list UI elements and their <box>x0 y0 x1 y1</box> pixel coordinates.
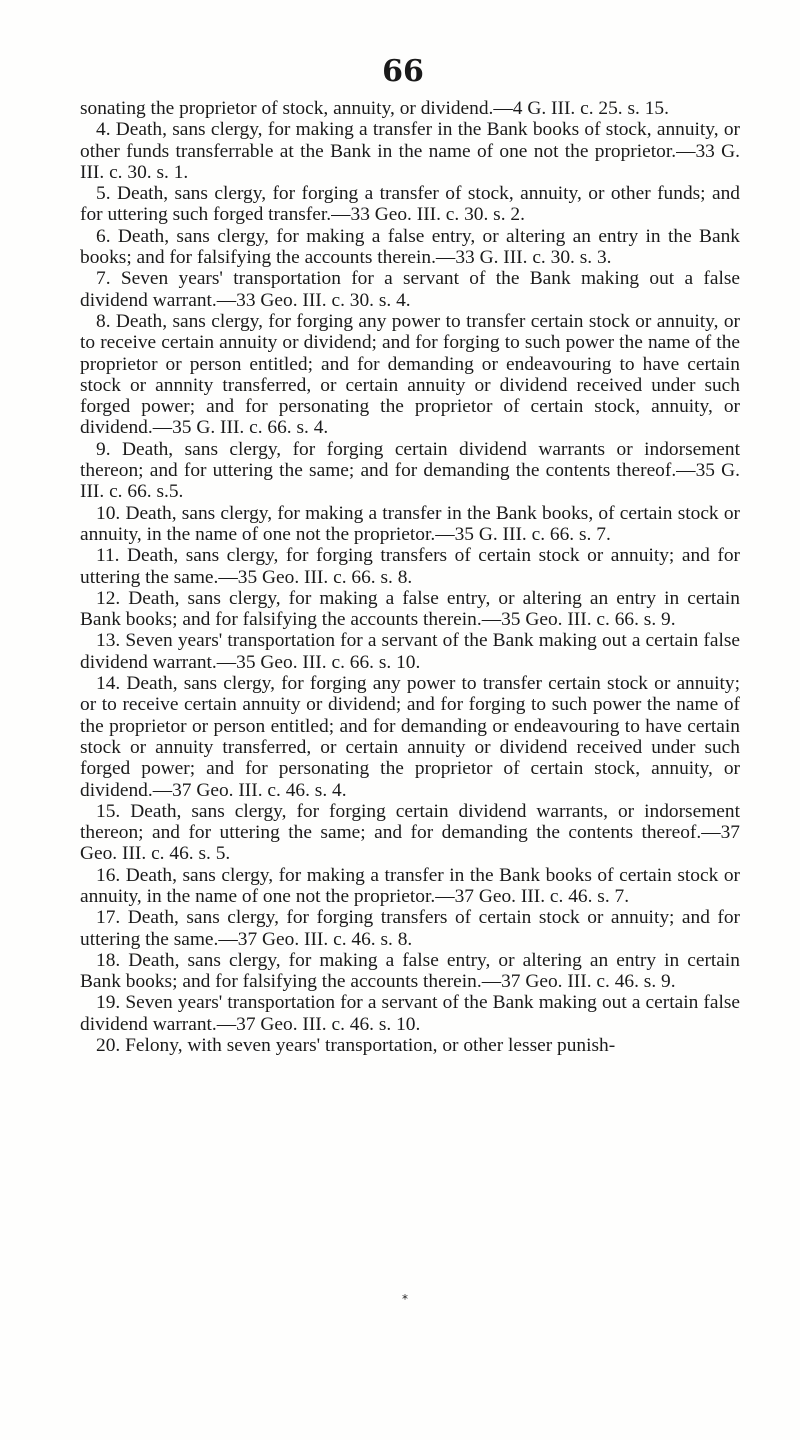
paragraph: 9. Death, sans clergy, for forging certain dividend warrants or indorsement thereon; and for uttering the same; and for demanding the contents thereof.—35 G. III. c. 66. s.5. <box>80 438 740 503</box>
paragraph: 18. Death, sans clergy, for making a false entry, or altering an entry in certain Bank books; and for falsifying the accounts therein.—37 Geo. III. c. 46. s. 9. <box>80 949 740 993</box>
paragraph: 5. Death, sans clergy, for forging a transfer of stock, annuity, or other funds; and for uttering such forged transfer.—33 Geo. III. c. 30. s. 2. <box>80 183 740 226</box>
paragraph: 17. Death, sans clergy, for forging transfers of certain stock or annuity; and for uttering the same.—37 Geo. III. c. 46. s. 8. <box>80 907 740 950</box>
page-number: 66 <box>382 54 424 89</box>
paragraph: 8. Death, sans clergy, for forging any power to transfer certain stock or annuity, or to receive certain annuity or dividend; and for forging to such power the name of the proprietor or person entitled; and for demanding or endeavouring to have certain stock or annnity transferred, or certain annuity or dividend received under such forged power; and for personating the proprietor of certain stock, annuity, or dividend.—35 G. III. c. 66. s. 4. <box>80 310 740 439</box>
paragraph: 19. Seven years' transportation for a servant of the Bank making out a certain false dividend warrant.—37 Geo. III. c. 46. s. 10. <box>80 992 740 1035</box>
printer-mark: * <box>402 1292 408 1306</box>
paragraph: sonating the proprietor of stock, annuity, or dividend.—4 G. III. c. 25. s. 15. <box>80 98 669 119</box>
paragraph: 15. Death, sans clergy, for forging certain dividend warrants, or indorsement thereon; and for uttering the same; and for demanding the contents thereof.—37 Geo. III. c. 46. s. 5. <box>80 800 740 865</box>
paragraph: 14. Death, sans clergy, for forging any power to transfer certain stock or annuity; or to receive certain annuity or dividend; and for forging to such power the name of the proprietor or person entitled; and for demanding or endeavouring to have certain stock or annuity transferred, or certain annuity or dividend received under such forged power; and for personating the proprietor of certain stock, annuity, or dividend.—37 Geo. III. c. 46. s. 4. <box>80 673 740 801</box>
paragraph: 12. Death, sans clergy, for making a false entry, or altering an entry in certain Bank books; and for falsifying the accounts therein.—35 Geo. III. c. 66. s. 9. <box>80 587 740 631</box>
body-text <box>80 98 740 1056</box>
paragraph: 10. Death, sans clergy, for making a transfer in the Bank books, of certain stock or annuity, in the name of one not the proprietor.—35 G. III. c. 66. s. 7. <box>80 502 740 545</box>
paragraph: 16. Death, sans clergy, for making a transfer in the Bank books of certain stock or annuity, in the name of one not the proprietor.—37 Geo. III. c. 46. s. 7. <box>80 864 740 907</box>
paragraph: 6. Death, sans clergy, for making a false entry, or altering an entry in the Bank books; and for falsifying the accounts therein.—33 G. III. c. 30. s. 3. <box>80 225 740 269</box>
paragraph: 13. Seven years' transportation for a servant of the Bank making out a certain false dividend warrant.—35 Geo. III. c. 66. s. 10. <box>80 630 740 673</box>
paragraph: 4. Death, sans clergy, for making a transfer in the Bank books of stock, annuity, or other funds transferrable at the Bank in the name of one not the proprietor.—33 G. III. c. 30. s. 1. <box>80 119 740 183</box>
paragraph: 11. Death, sans clergy, for forging transfers of certain stock or annuity; and for uttering the same.—35 Geo. III. c. 66. s. 8. <box>80 545 740 588</box>
paragraph: 20. Felony, with seven years' transportation, or other lesser punish- <box>96 1035 616 1057</box>
paragraph: 7. Seven years' transportation for a servant of the Bank making out a false dividend warrant.—33 Geo. III. c. 30. s. 4. <box>80 268 740 311</box>
